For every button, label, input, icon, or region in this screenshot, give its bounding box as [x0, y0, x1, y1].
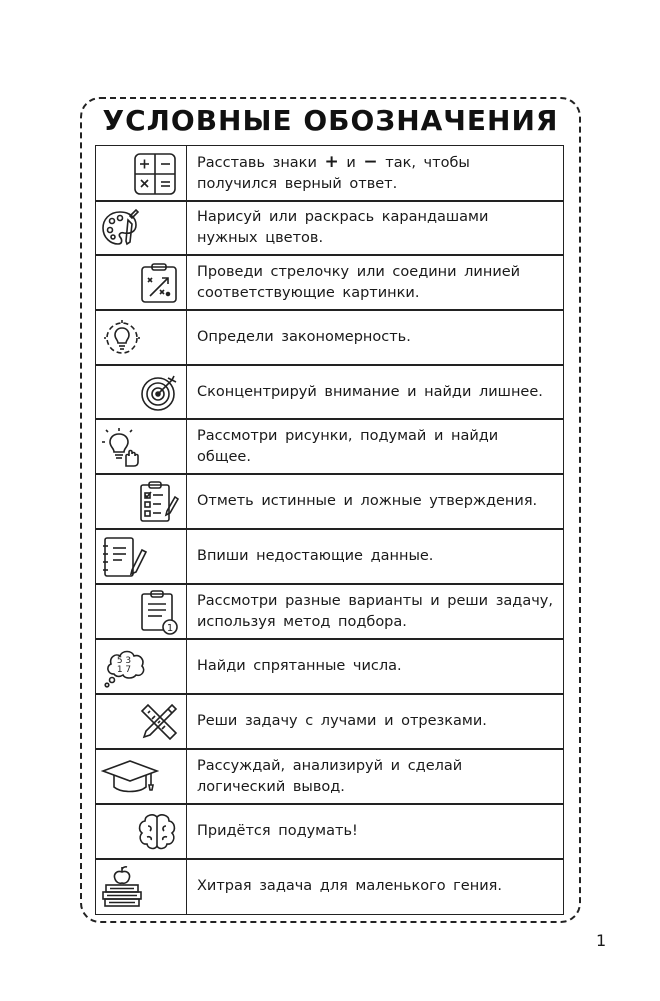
books-apple-icon — [100, 864, 144, 910]
svg-text:1: 1 — [166, 622, 174, 634]
legend-text: Проведи стрелочку или соедини линией соответствующие картинки. — [197, 263, 521, 301]
legend-row — [95, 638, 564, 695]
legend-row: Расставь знаки + и − так, чтобы получился верный ответ. — [95, 145, 564, 202]
legend-row — [95, 364, 564, 420]
icon-cell — [96, 146, 187, 201]
legend-text: Придётся подумать! — [197, 823, 358, 839]
svg-text:1 7: 1 7 — [116, 664, 132, 675]
plus-sign: + — [324, 152, 339, 172]
legend-row — [95, 528, 564, 585]
graduation-cap-icon — [101, 757, 159, 797]
legend-row — [95, 803, 564, 860]
lightbulb-gear-icon — [102, 318, 142, 358]
legend-row — [95, 473, 564, 530]
legend-text: Нарисуй или раскрась карандашами нужных цветов. — [197, 209, 489, 246]
legend-text: Сконцентрируй внимание и найди лишнее. — [197, 383, 543, 400]
math-signs-icon — [134, 153, 176, 195]
legend-row — [95, 254, 564, 311]
palette-icon — [100, 208, 140, 248]
legend-text: Найди спрятанные числа. — [197, 658, 402, 674]
ruler-pencil-icon — [138, 701, 180, 743]
legend-row — [95, 418, 564, 475]
notebook-pen-icon — [102, 536, 148, 578]
page-title: УСЛОВНЫЕ ОБОЗНАЧЕНИЯ — [102, 104, 559, 137]
legend-text: Расставь знаки — [197, 155, 317, 171]
legend-row — [95, 309, 564, 366]
legend-text: Впиши недостающие данные. — [197, 548, 434, 564]
legend-text: Хитрая задача для маленького гения. — [197, 878, 502, 894]
legend-text: Рассуждай, анализируй и сделай логический вывод. — [197, 757, 463, 795]
legend-text: Рассмотри рисунки, подумай и найди общее. — [197, 427, 499, 465]
legend-row — [95, 748, 564, 805]
svg-text:5 3: 5 3 — [116, 655, 132, 666]
legend-text: Рассмотри разные варианты и реши задачу, используя метод подбора. — [197, 592, 553, 630]
page-number: 1 — [596, 931, 607, 950]
legend-text: Определи закономерность. — [197, 329, 411, 345]
clipboard-number-icon — [140, 589, 180, 635]
target-icon — [138, 372, 178, 412]
thought-cloud-icon — [102, 646, 148, 688]
legend-text: Реши задачу с лучами и отрезками. — [197, 713, 487, 729]
checklist-pencil-icon — [139, 481, 179, 523]
minus-sign: − — [363, 152, 378, 172]
clipboard-arrow-icon — [140, 262, 178, 304]
legend-text: Отметь истинные и ложные утверждения. — [197, 493, 538, 509]
legend-row — [95, 693, 564, 750]
legend-row — [95, 200, 564, 256]
brain-icon — [136, 812, 178, 852]
idea-hand-icon — [101, 426, 143, 468]
legend-row — [95, 858, 564, 915]
legend-row — [95, 583, 564, 640]
